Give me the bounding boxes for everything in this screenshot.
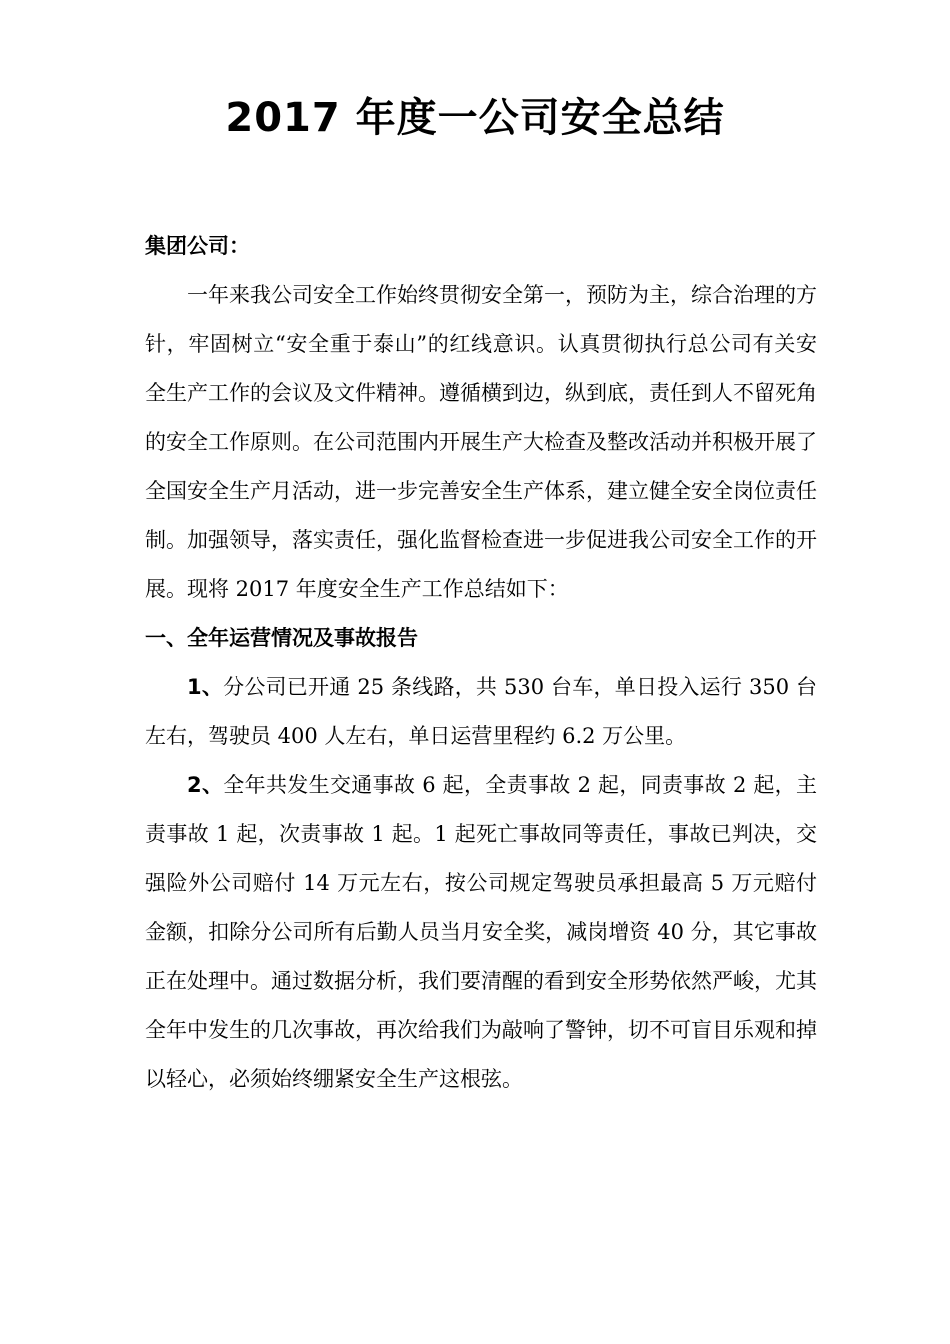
item-number: 2 — [187, 773, 202, 797]
item-number: 1 — [187, 675, 202, 699]
item-text: 分公司已开通 25 条线路，共 530 台车，单日投入运行 350 台左右，驾驶员 400 人左右，单日运营里程约 6.2 万公里。 — [145, 675, 818, 748]
salutation: 集团公司： — [145, 234, 250, 258]
item-separator: 、 — [201, 675, 224, 699]
item-separator: 、 — [201, 773, 224, 797]
section-heading: 一、全年运营情况及事故报告 — [145, 626, 418, 650]
list-item — [145, 761, 817, 1104]
document-title: 2017 年度一公司安全总结 — [225, 95, 725, 141]
document-body — [145, 222, 817, 1104]
item-text: 全年共发生交通事故 6 起，全责事故 2 起，同责事故 2 起，主责事故 1 起，次责事故 1 起。1 起死亡事故同等责任，事故已判决，交强险外公司赔付 14 万元左右，按公司规定驾驶员承担最高 5 万元赔付金额，扣除分公司所有后勤人员当月安全奖，减岗增资 40 分，其它事故正在处理中。通过数据分析，我们要清醒的看到安全形势依然严峻，尤其全年中发生的几次事故，再次给我们为敲响了警钟，切不可盲目乐观和掉以轻心，必须始终绷紧安全生产这根弦。 — [145, 773, 818, 1091]
list-item — [145, 663, 817, 761]
intro-paragraph: 一年来我公司安全工作始终贯彻安全第一，预防为主，综合治理的方针，牢固树立“安全重于泰山”的红线意识。认真贯彻执行总公司有关安全生产工作的会议及文件精神。遵循横到边，纵到底，责任到人不留死角的安全工作原则。在公司范围内开展生产大检查及整改活动并积极开展了全国安全生产月活动，进一步完善安全生产体系，建立健全安全岗位责任制。加强领导，落实责任，强化监督检查进一步促进我公司安全工作的开展。现将 2017 年度安全生产工作总结如下： — [145, 283, 817, 601]
